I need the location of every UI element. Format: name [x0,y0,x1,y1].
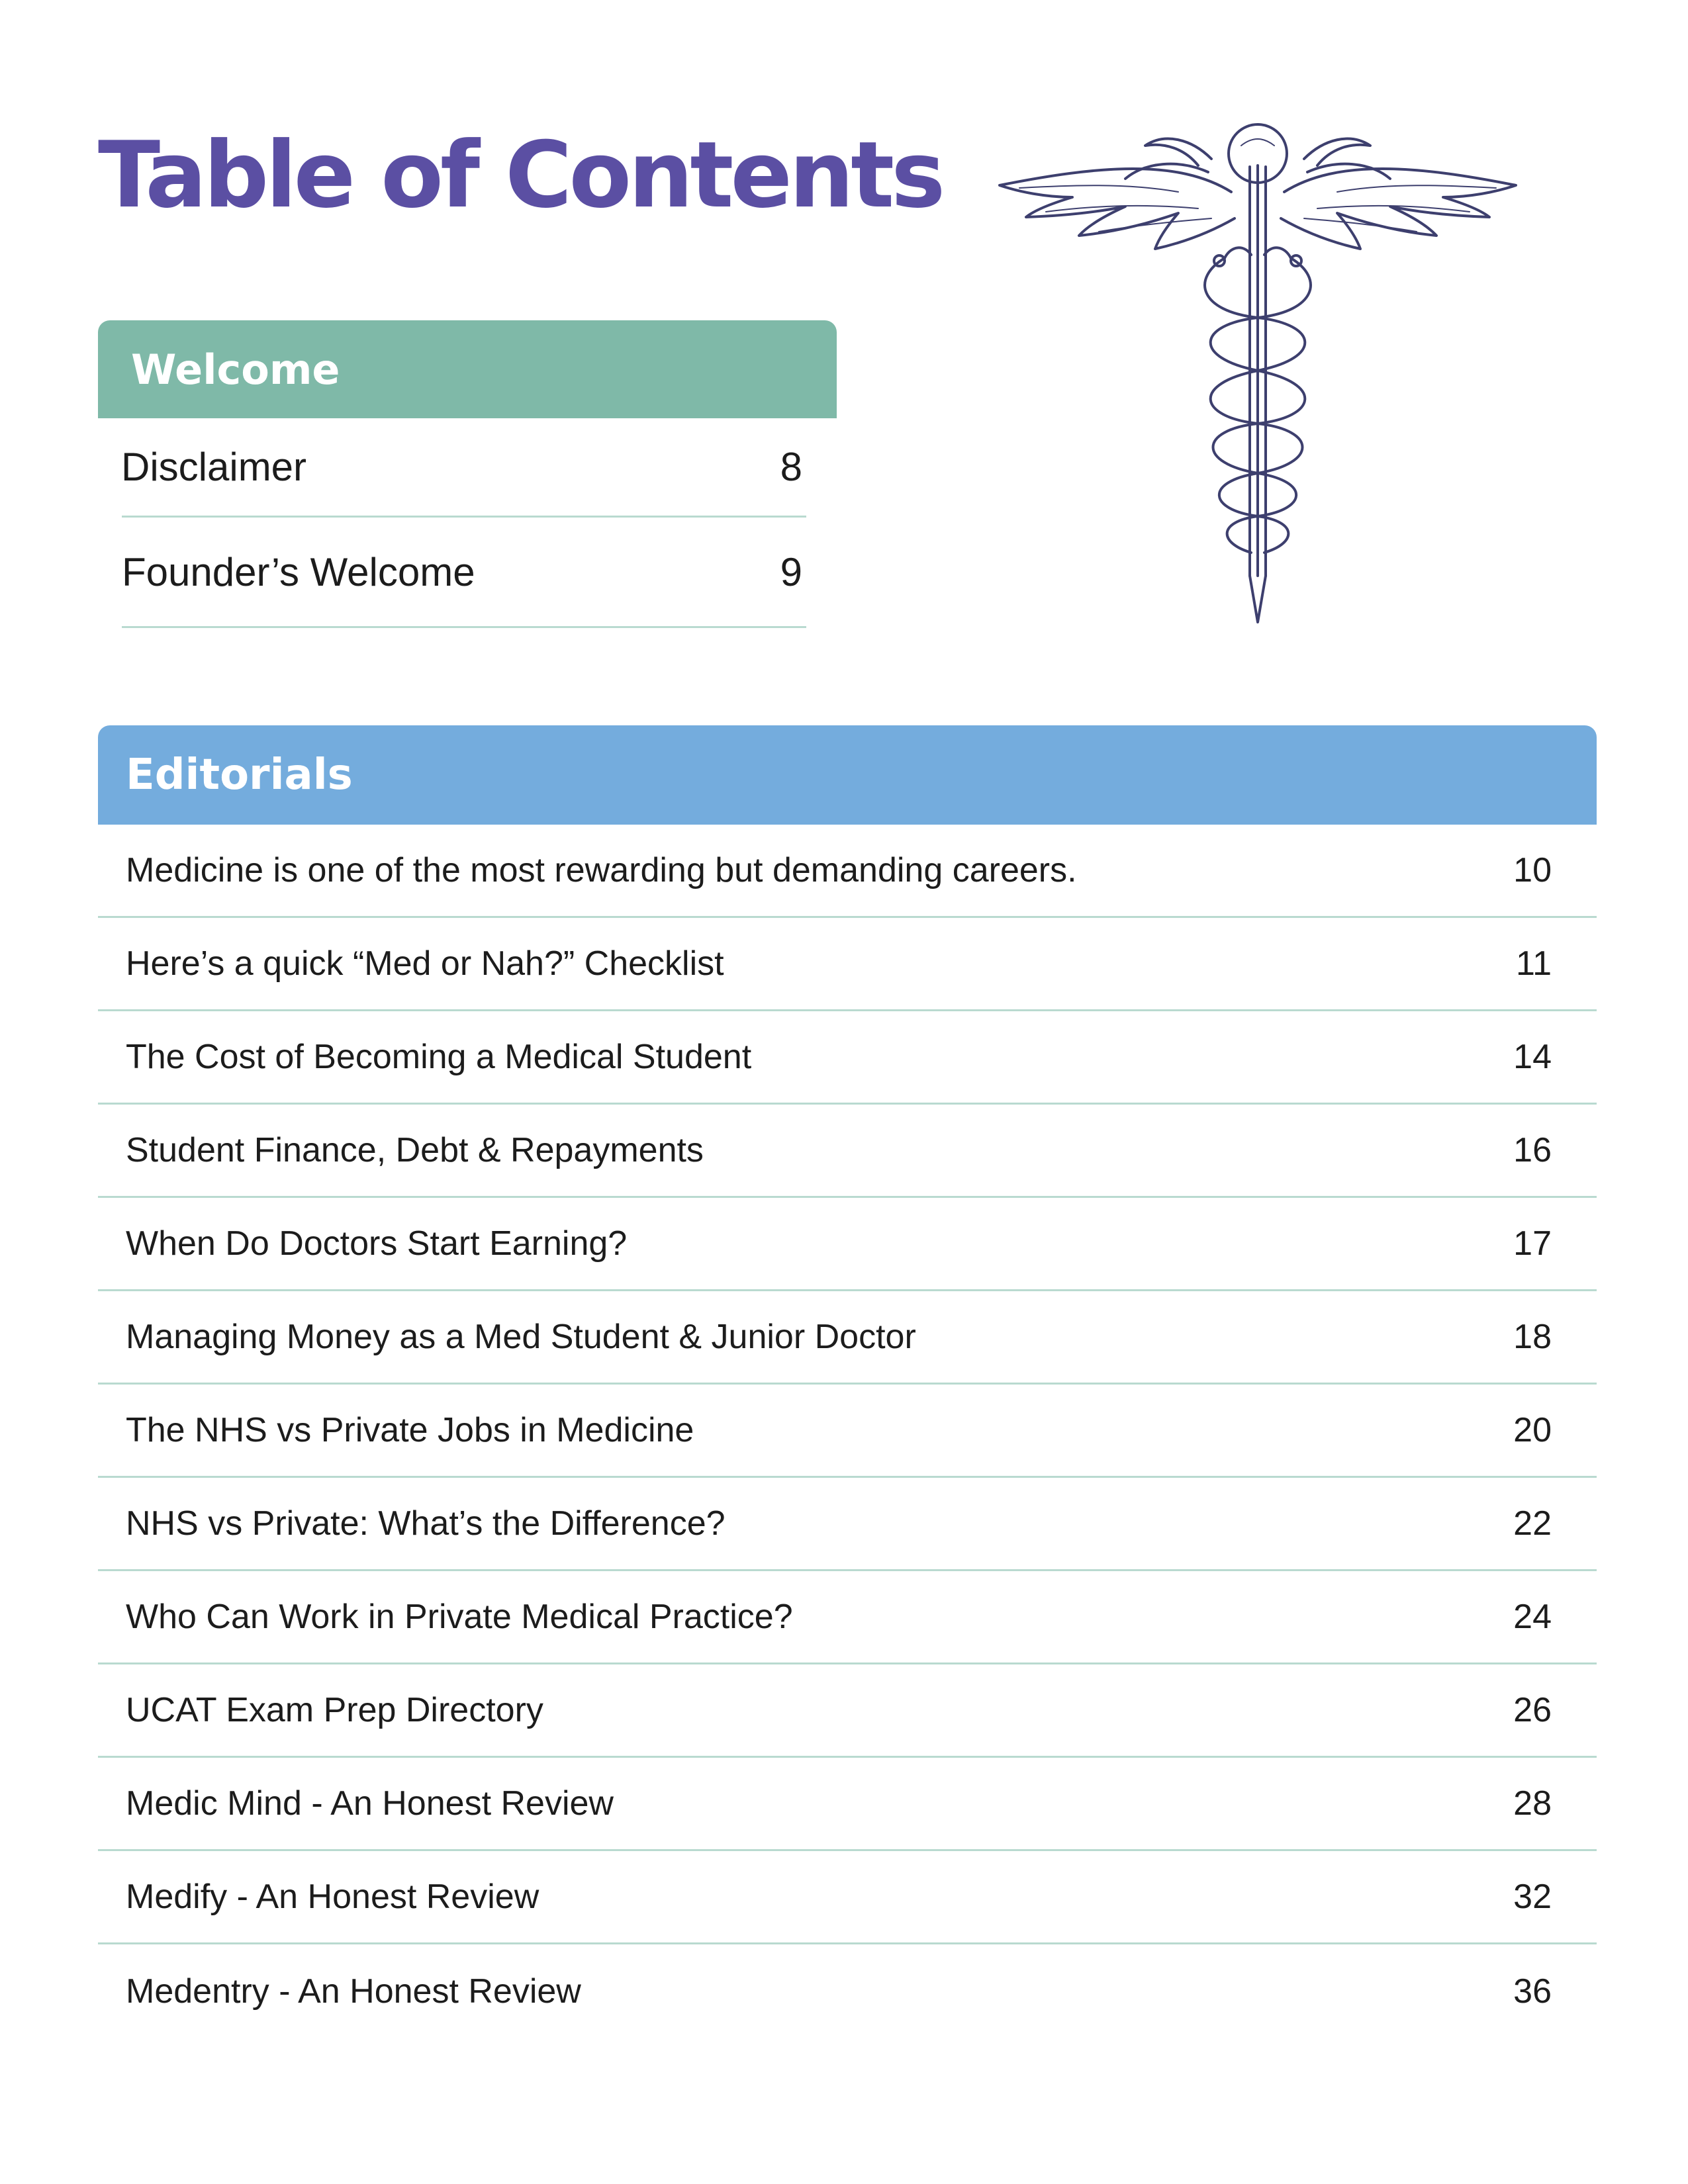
toc-entry[interactable] [98,1011,1597,1105]
toc-entry-page: 28 [1513,1784,1552,1823]
toc-entry-title: Founder’s Welcome [122,549,475,594]
toc-entry[interactable] [98,1385,1597,1478]
toc-entry-founders-welcome[interactable] [122,518,806,628]
toc-entry[interactable] [98,1198,1597,1291]
toc-entry-title: The Cost of Becoming a Medical Student [126,1038,752,1076]
toc-entry[interactable] [98,918,1597,1011]
toc-entry-page: 20 [1513,1411,1552,1449]
caduceus-icon [980,119,1536,635]
toc-entry-title: Managing Money as a Med Student & Junior Doctor [126,1318,916,1356]
toc-entry-page: 10 [1513,851,1552,889]
toc-entry[interactable] [98,1944,1597,2038]
toc-entry-page: 22 [1513,1504,1552,1543]
toc-entry-page: 16 [1513,1131,1552,1169]
welcome-header: Welcome [98,320,837,418]
toc-entry[interactable] [98,1478,1597,1571]
toc-entry[interactable] [98,1664,1597,1758]
toc-entry[interactable] [98,1291,1597,1385]
toc-entry-title: Medentry - An Honest Review [126,1972,581,2011]
toc-entry-title: Here’s a quick “Med or Nah?” Checklist [126,944,724,983]
toc-entry[interactable] [98,1571,1597,1664]
toc-entry[interactable] [98,1851,1597,1944]
toc-entry-title: Student Finance, Debt & Repayments [126,1131,704,1169]
toc-entry-page: 18 [1513,1318,1552,1356]
toc-entry-page: 24 [1513,1598,1552,1636]
editorials-section [98,725,1597,2038]
toc-entry-title: Medic Mind - An Honest Review [126,1784,614,1823]
toc-entry-title: Medicine is one of the most rewarding but demanding careers. [126,851,1077,889]
toc-entry-page: 26 [1513,1691,1552,1729]
toc-entry-page: 36 [1513,1972,1552,2011]
toc-entry-page: 17 [1513,1224,1552,1263]
toc-entry-title: When Do Doctors Start Earning? [126,1224,628,1263]
toc-entry-page: 8 [780,445,802,489]
toc-entry-title: The NHS vs Private Jobs in Medicine [126,1411,694,1449]
page-title: Table of Contents [98,122,943,228]
toc-entry[interactable] [98,1758,1597,1851]
toc-entry[interactable] [98,1105,1597,1198]
editorials-header: Editorials [98,725,1597,825]
toc-entry-page: 32 [1513,1878,1552,1916]
toc-entry-page: 14 [1513,1038,1552,1076]
toc-entry-disclaimer[interactable] [122,418,806,518]
toc-entry-title: Who Can Work in Private Medical Practice? [126,1598,793,1636]
toc-entry-title: NHS vs Private: What’s the Difference? [126,1504,726,1543]
welcome-section [98,320,837,628]
toc-entry-title: UCAT Exam Prep Directory [126,1691,543,1729]
toc-entry[interactable] [98,825,1597,918]
toc-entry-page: 9 [780,549,802,594]
toc-entry-page: 11 [1516,944,1552,983]
toc-entry-title: Disclaimer [121,445,307,489]
toc-entry-title: Medify - An Honest Review [126,1878,539,1916]
